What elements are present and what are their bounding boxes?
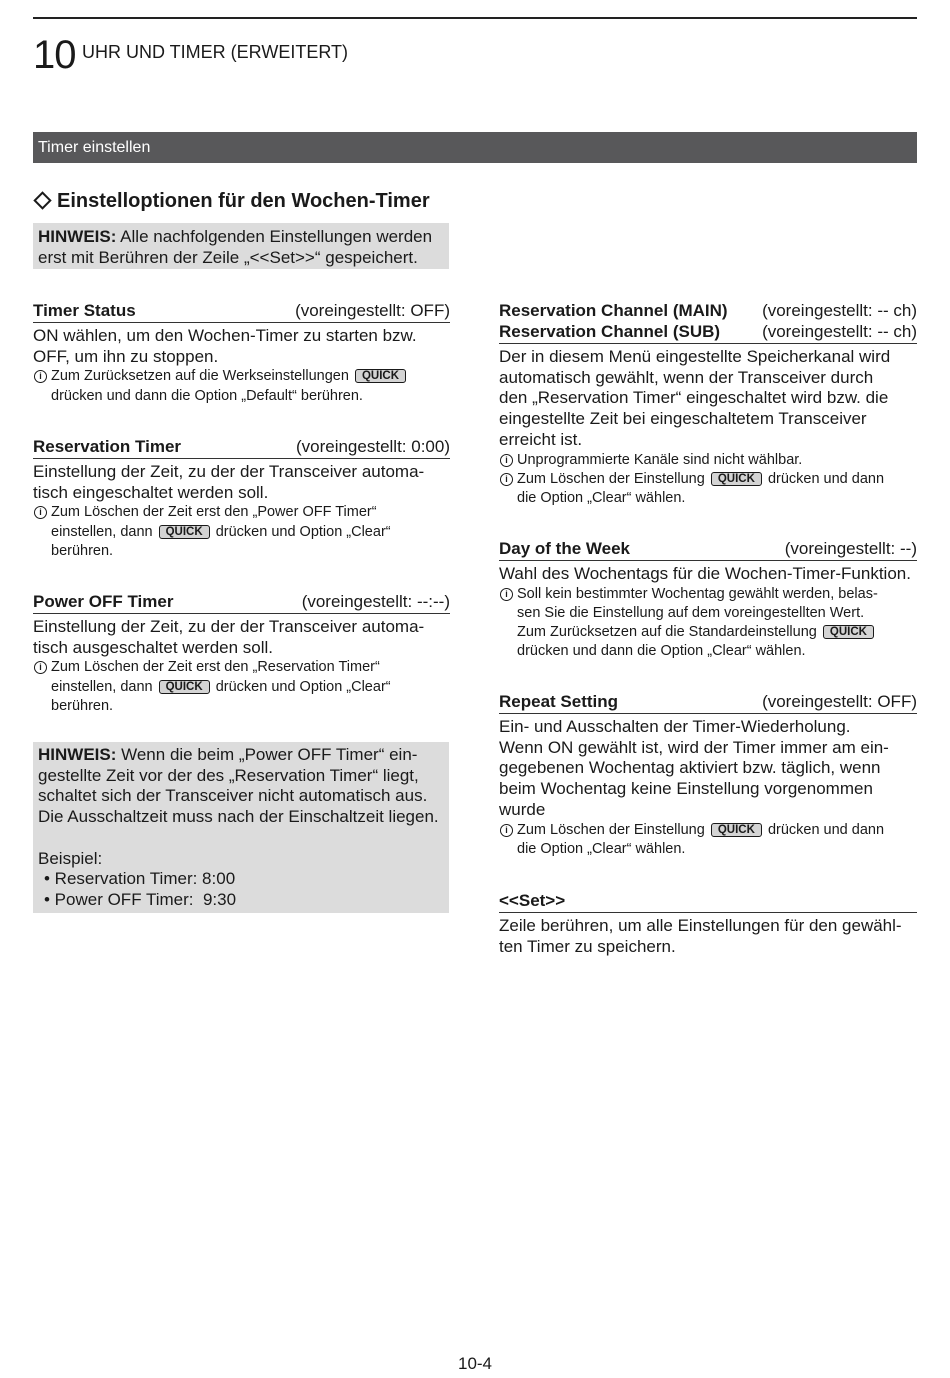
setting-default: (voreingestellt: -- ch)	[762, 322, 917, 341]
setting-description	[33, 326, 450, 367]
desc-line: Der in diesem Menü eingestellte Speicherkanal wird	[499, 347, 891, 366]
setting-description	[499, 916, 917, 957]
desc-line: beim Wochentag keine Einstellung vorgenommen	[499, 779, 873, 799]
setting-header	[499, 890, 917, 913]
setting-day-of-week	[499, 538, 917, 662]
info-tip	[33, 658, 450, 716]
setting-description	[499, 347, 917, 451]
example-item: • Power OFF Timer: 9:30	[44, 889, 237, 909]
setting-power-off-timer	[33, 591, 450, 716]
tip-text: die Option „Clear“ wählen.	[517, 840, 686, 857]
setting-timer-status	[33, 300, 450, 406]
desc-line: tisch ausgeschaltet werden soll.	[33, 637, 274, 657]
chapter-number: 10	[33, 33, 76, 77]
setting-header	[33, 436, 450, 459]
desc-line: erreicht ist.	[499, 429, 583, 449]
setting-header	[33, 591, 450, 614]
setting-repeat	[499, 691, 917, 859]
info-icon: i	[34, 661, 47, 674]
info-icon: i	[500, 588, 513, 601]
desc-line: ON wählen, um den Wochen-Timer zu starten bzw.	[33, 326, 417, 345]
desc-line: gegebenen Wochentag aktiviert bzw. täglich, wenn	[499, 758, 881, 778]
tip-text: Zum Zurücksetzen auf die Standardeinstellung	[517, 624, 817, 641]
setting-name: Reservation Timer	[33, 437, 182, 456]
setting-description	[499, 564, 917, 585]
tip-text: Soll kein bestimmter Wochentag gewählt werden, belas-	[517, 585, 878, 602]
info-tip	[33, 367, 450, 405]
setting-description	[33, 617, 450, 658]
info-tip	[33, 503, 450, 561]
info-icon: i	[500, 473, 513, 486]
desc-line: Zeile berühren, um alle Einstellungen für den gewähl-	[499, 916, 902, 935]
desc-line: Ein- und Ausschalten der Timer-Wiederholung.	[499, 717, 851, 736]
note-text: schaltet sich der Transceiver nicht automatisch aus.	[38, 786, 428, 806]
note-text-2: erst mit Berühren der Zeile „<<Set>>“ gespeichert.	[38, 248, 418, 267]
setting-description	[33, 462, 450, 503]
page-heading	[33, 189, 430, 213]
info-tip	[499, 451, 917, 470]
info-tip	[499, 821, 917, 859]
setting-name: <<Set>>	[499, 891, 566, 910]
setting-name: Timer Status	[33, 301, 136, 320]
tip-text: berühren.	[51, 697, 114, 714]
desc-line: eingestellte Zeit bei eingeschaltetem Transceiver	[499, 409, 867, 429]
quick-key-icon: QUICK	[159, 525, 210, 539]
tip-text: die Option „Clear“ wählen.	[517, 489, 686, 506]
setting-reservation-channel	[499, 300, 917, 508]
example-item: • Reservation Timer: 8:00	[44, 869, 236, 889]
desc-line: ten Timer zu speichern.	[499, 936, 676, 956]
tip-text: drücken und dann	[767, 470, 885, 487]
note-label: HINWEIS:	[38, 745, 117, 764]
info-tip	[499, 470, 917, 508]
section-bar	[33, 132, 917, 163]
tip-text: drücken und dann die Option „Clear“ wählen.	[517, 643, 806, 660]
desc-line: Einstellung der Zeit, zu der der Transceiver automa-	[33, 617, 425, 636]
desc-line: Wenn ON gewählt ist, wird der Timer immer am ein-	[499, 737, 889, 757]
tip-text: drücken und Option „Clear“	[215, 523, 391, 540]
example-label: Beispiel:	[38, 848, 103, 868]
desc-line: Wahl des Wochentags für die Wochen-Timer-Funktion.	[499, 564, 911, 583]
note-label: HINWEIS:	[38, 227, 117, 246]
setting-header	[499, 691, 917, 714]
desc-line: OFF, um ihn zu stoppen.	[33, 346, 219, 366]
setting-description	[499, 717, 917, 821]
tip-text: Zum Löschen der Einstellung	[517, 821, 705, 838]
setting-header	[499, 538, 917, 561]
tip-text: drücken und Option „Clear“	[215, 678, 391, 695]
setting-header	[499, 321, 917, 344]
tip-text: Zum Löschen der Einstellung	[517, 470, 705, 487]
chapter-title: UHR UND TIMER (ERWEITERT)	[82, 42, 349, 62]
quick-key-icon: QUICK	[823, 625, 874, 639]
setting-default: (voreingestellt: -- ch)	[762, 301, 917, 320]
note-text: Die Ausschaltzeit muss nach der Einschaltzeit liegen.	[38, 807, 439, 827]
section-title: Timer einstellen	[38, 139, 151, 156]
tip-text: berühren.	[51, 542, 114, 559]
warning-note-box	[33, 742, 449, 913]
setting-default: (voreingestellt: OFF)	[762, 692, 917, 711]
tip-text: Unprogrammierte Kanäle sind nicht wählbar.	[517, 451, 803, 468]
page-number: 10-4	[457, 1354, 493, 1373]
info-icon: i	[34, 506, 47, 519]
setting-set	[499, 890, 917, 957]
setting-default: (voreingestellt: 0:00)	[295, 437, 450, 456]
setting-header	[499, 300, 917, 321]
tip-text: drücken und dann die Option „Default“ berühren.	[51, 387, 363, 404]
setting-name: Reservation Channel (MAIN)	[499, 301, 728, 320]
header-rule	[33, 17, 917, 19]
desc-line: den „Reservation Timer“ eingeschaltet wird bzw. die	[499, 388, 889, 408]
quick-key-icon: QUICK	[159, 680, 210, 694]
info-icon: i	[500, 454, 513, 467]
setting-name: Day of the Week	[499, 539, 631, 558]
quick-key-icon: QUICK	[711, 823, 762, 837]
setting-name: Power OFF Timer	[33, 592, 174, 611]
tip-text: drücken und dann	[767, 821, 885, 838]
desc-line: automatisch gewählt, wenn der Transceiver durch	[499, 367, 874, 387]
desc-line: tisch eingeschaltet werden soll.	[33, 482, 269, 502]
desc-line: wurde	[499, 799, 546, 819]
setting-name: Reservation Channel (SUB)	[499, 322, 721, 341]
tip-text: einstellen, dann	[51, 523, 153, 540]
tip-text: Zum Zurücksetzen auf die Werkseinstellungen	[51, 368, 349, 385]
setting-name: Repeat Setting	[499, 692, 619, 711]
setting-default: (voreingestellt: --:--)	[301, 592, 450, 611]
info-icon: i	[34, 370, 47, 383]
desc-line: Einstellung der Zeit, zu der der Transceiver automa-	[33, 462, 425, 481]
setting-reservation-timer	[33, 436, 450, 561]
diamond-icon	[33, 191, 51, 209]
setting-default: (voreingestellt: --)	[784, 539, 917, 558]
page-heading-text: Einstelloptionen für den Wochen-Timer	[57, 190, 430, 212]
quick-key-icon: QUICK	[711, 472, 762, 486]
tip-text: Zum Löschen der Zeit erst den „Reservation Timer“	[51, 659, 380, 676]
setting-header	[33, 300, 450, 323]
note-text: Alle nachfolgenden Einstellungen werden	[116, 227, 433, 246]
info-icon: i	[500, 824, 513, 837]
note-text: Wenn die beim „Power OFF Timer“ ein-	[116, 745, 418, 764]
info-tip	[499, 585, 917, 662]
tip-text: Zum Löschen der Zeit erst den „Power OFF Timer“	[51, 504, 377, 521]
quick-key-icon: QUICK	[355, 369, 406, 383]
tip-text: einstellen, dann	[51, 678, 153, 695]
note-text: gestellte Zeit vor der des „Reservation Timer“ liegt,	[38, 765, 419, 785]
setting-default: (voreingestellt: OFF)	[295, 301, 450, 320]
tip-text: sen Sie die Einstellung auf dem voreingestellten Wert.	[517, 604, 865, 621]
note-box	[33, 223, 449, 269]
